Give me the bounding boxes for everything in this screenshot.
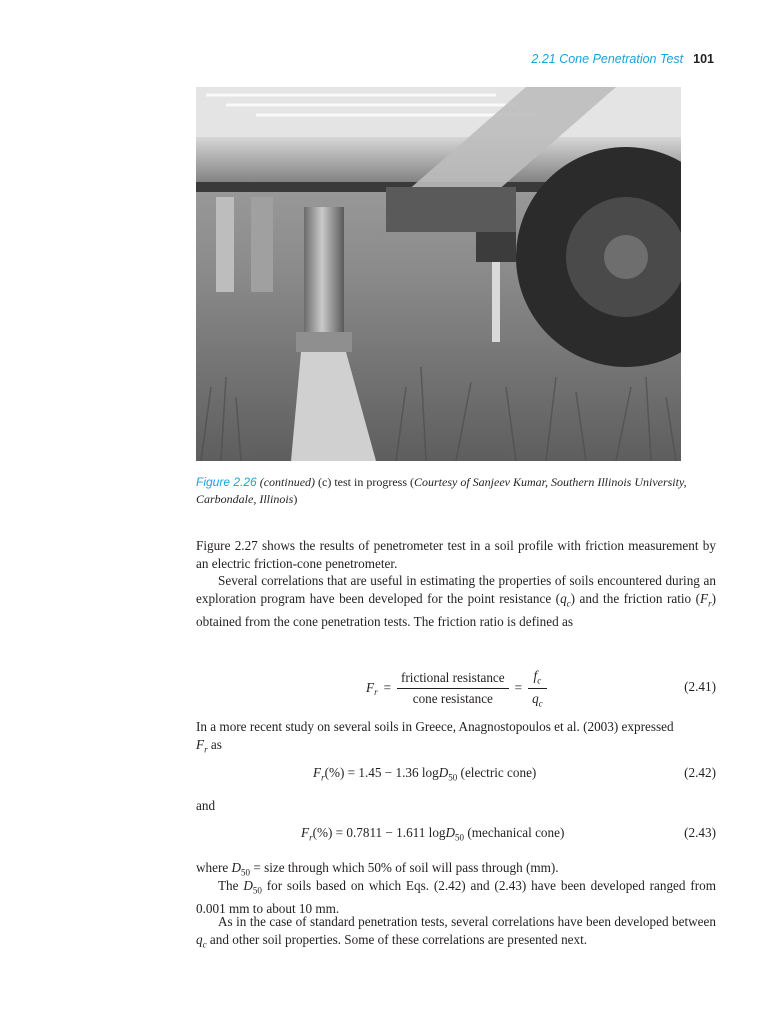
running-head xyxy=(531,52,714,66)
paragraph-5 xyxy=(196,877,716,918)
and-text: and xyxy=(196,798,216,813)
paragraph-6 xyxy=(196,913,716,954)
symbol-d-sub: 50 xyxy=(252,885,262,896)
eq241-equals-1: = xyxy=(383,680,392,695)
equation-number-2-43: (2.43) xyxy=(684,825,716,840)
symbol-f-sub: r xyxy=(204,744,208,755)
symbol-q-sub: c xyxy=(566,598,571,609)
caption-description: (c) test in progress ( xyxy=(318,475,414,489)
equation-number-2-41: (2.41) xyxy=(684,679,716,694)
paragraph-6-text-2: and other soil properties. Some of these correlations are presented next. xyxy=(206,931,588,947)
symbol-f: F xyxy=(700,590,709,606)
eq242-d: D xyxy=(438,765,449,780)
caption-close: ) xyxy=(293,492,298,506)
paragraph-6-text-1: As in the case of standard penetration tests, several correlations have been developed between xyxy=(218,914,716,929)
symbol-q-sub: c xyxy=(202,939,207,950)
eq243-body: (%) = 0.7811 − 1.611 log xyxy=(312,825,446,840)
eq242-f-sub: r xyxy=(321,772,325,783)
paragraph-2-text-2: ) and the friction ratio ( xyxy=(570,590,701,606)
paragraph-2-text-1: Several correlations that are useful in estimating the properties of soils encountered during an exploration program have been developed for the point resistance ( xyxy=(196,573,716,606)
section-title: 2.21 Cone Penetration Test xyxy=(531,52,684,66)
symbol-d-sub: 50 xyxy=(241,867,251,878)
paragraph-5-text-2: for soils based on which Eqs. (2.42) and (2.43) have been developed ranged from 0.001 mm to about 10 mm. xyxy=(196,878,716,917)
symbol-d: D xyxy=(243,878,253,893)
figure-caption xyxy=(196,474,716,508)
symbol-f-sub: r xyxy=(708,598,712,609)
paragraph-1 xyxy=(196,537,716,572)
eq242-f: F xyxy=(313,765,322,780)
eq243-f: F xyxy=(301,825,310,840)
eq243-d: D xyxy=(445,825,456,840)
equation-number-2-42: (2.42) xyxy=(684,765,716,780)
symbol-q: q xyxy=(560,590,567,606)
paragraph-3 xyxy=(196,718,716,759)
eq242-d-sub: 50 xyxy=(448,772,458,783)
eq241-equals-2: = xyxy=(514,680,523,695)
caption-courtesy: Courtesy of Sanjeev Kumar, Southern Illinois University, Carbondale, Illinois xyxy=(196,475,687,506)
eq243-d-sub: 50 xyxy=(455,832,465,843)
eq241-numerator: frictional resistance xyxy=(397,670,509,689)
cone-penetration-photo xyxy=(196,87,681,461)
figure-label: Figure 2.26 xyxy=(196,475,257,489)
eq241-fraction-words xyxy=(397,670,509,707)
paragraph-3-text-1: In a more recent study on several soils in Greece, Anagnostopoulos et al. (2003) expressed xyxy=(196,719,674,734)
symbol-q: q xyxy=(196,931,203,947)
eq241-fc-sub: c xyxy=(537,675,542,686)
paragraph-3-text-2: as xyxy=(207,736,222,752)
symbol-f: F xyxy=(196,736,205,752)
eq242-tail: (electric cone) xyxy=(457,765,537,780)
eq241-lhs: F xyxy=(366,680,375,695)
eq241-fraction-symbols xyxy=(528,668,547,708)
paragraph-4-text-2: = size through which 50% of soil will pass through (mm). xyxy=(250,860,559,875)
eq241-qc-sub: c xyxy=(538,698,543,709)
eq241-qc: q xyxy=(532,690,539,706)
eq243-f-sub: r xyxy=(309,832,313,843)
eq242-body: (%) = 1.45 − 1.36 log xyxy=(324,765,439,780)
paragraph-1-text: Figure 2.27 shows the results of penetrometer test in a soil profile with friction measurement by an electric friction-cone penetrometer. xyxy=(196,538,716,571)
eq241-lhs-sub: r xyxy=(374,687,378,697)
paragraph-2 xyxy=(196,572,716,630)
eq243-tail: (mechanical cone) xyxy=(464,825,565,840)
caption-continued: (continued) xyxy=(259,475,316,489)
equation-2-41 xyxy=(196,668,716,708)
paragraph-5-text-1: The xyxy=(218,878,244,893)
page-number: 101 xyxy=(693,52,714,66)
eq241-denominator: cone resistance xyxy=(412,690,493,706)
eq241-fc: f xyxy=(533,667,538,683)
paragraph-2-text-3: ) obtained from the cone penetration tests. The friction ratio is defined as xyxy=(196,590,716,629)
figure-photo xyxy=(196,87,681,461)
paragraph-4-text-1: where xyxy=(196,860,232,875)
symbol-d: D xyxy=(231,860,242,875)
